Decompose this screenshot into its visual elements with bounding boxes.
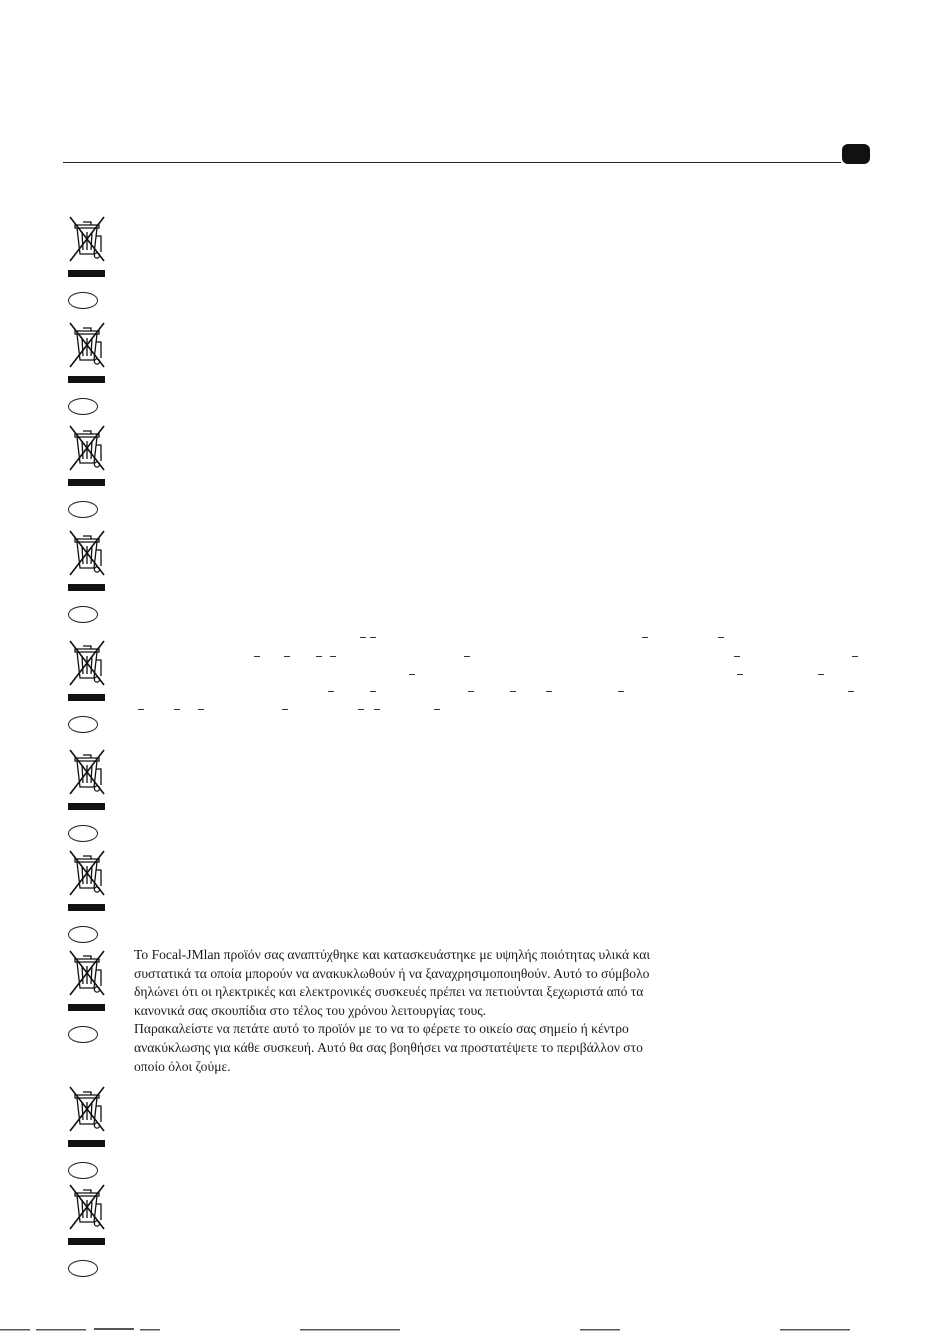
crossed-out-wheelie-bin-icon (68, 848, 106, 918)
faint-text-fragments (134, 638, 933, 718)
language-oval (68, 1162, 98, 1179)
crossed-out-wheelie-bin-icon (68, 638, 106, 708)
crossed-out-wheelie-bin-icon (68, 423, 106, 493)
language-oval (68, 1260, 98, 1277)
footer-strip (0, 1318, 933, 1324)
language-oval (68, 398, 98, 415)
language-oval (68, 501, 98, 518)
language-tab-marker (842, 144, 870, 164)
language-oval (68, 926, 98, 943)
notice-text-greek: Το Focal-JMlan προϊόν σας αναπτύχθηκε και κατασκευάστηκε με υψηλής ποιότητας υλικά και συστατικά τα οποία μπορούν να ανακυκλωθούν ή να ξαναχρησιμοποιηθούν. Αυτό το σύμβολο δηλώνει ότι οι ηλεκτρικές και ελεκτρονικές συσκευές πρέπει να πετιούνται ξεχωριστά από τα κανονικά σας σκουπίδια στο τέλος του χρόνου λειτουργίας τους. Παρακαλείστε να πετάτε αυτό το προϊόν με το να το φέρετε το οικείο σας σημείο ή κέντρο ανακύκλωσης για κάθε συσκευή. Αυτό θα σας βοηθήσει να προστατέψετε το περιβάλλον στο οποίο όλοι ζούμε. (134, 947, 651, 1074)
crossed-out-wheelie-bin-icon (68, 747, 106, 817)
crossed-out-wheelie-bin-icon (68, 528, 106, 598)
language-oval (68, 606, 98, 623)
language-oval (68, 716, 98, 733)
header-rule (63, 162, 841, 163)
crossed-out-wheelie-bin-icon (68, 1084, 106, 1154)
crossed-out-wheelie-bin-icon (68, 214, 106, 284)
crossed-out-wheelie-bin-icon (68, 320, 106, 390)
language-oval (68, 1026, 98, 1043)
language-oval (68, 825, 98, 842)
crossed-out-wheelie-bin-icon (68, 948, 106, 1018)
language-oval (68, 292, 98, 309)
crossed-out-wheelie-bin-icon (68, 1182, 106, 1252)
